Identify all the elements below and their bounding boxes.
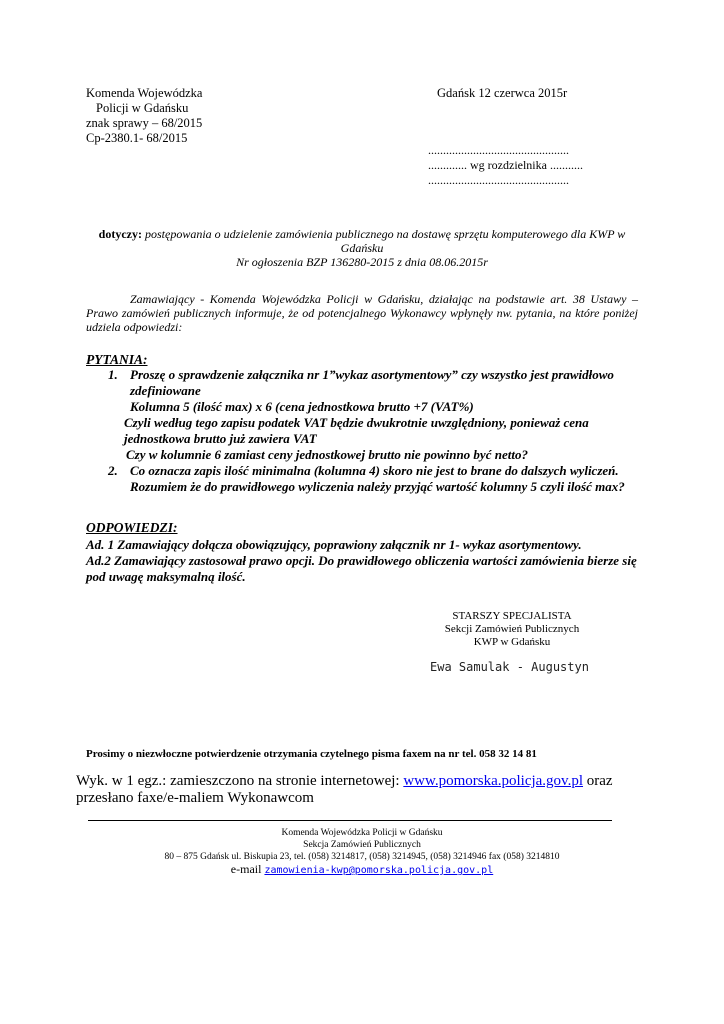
subject-block <box>86 227 638 269</box>
sender-line: Policji w Gdańsku <box>96 101 189 115</box>
subject-label: dotyczy: <box>98 227 142 241</box>
answers-heading: ODPOWIEDZI: <box>86 520 178 535</box>
website-link[interactable]: www.pomorska.policja.gov.pl <box>403 773 584 789</box>
question-text: Czy w kolumnie 6 zamiast ceny jednostkowej brutto nie powinno być netto? <box>126 447 528 462</box>
footer-dept: Sekcja Zamówień Publicznych <box>303 840 421 850</box>
question-number: 1. <box>108 367 118 382</box>
signatory-title: STARSZY SPECJALISTA <box>452 610 572 622</box>
email-label: e-mail <box>230 862 265 876</box>
answers-list <box>86 537 646 585</box>
addressee-line: ............. wg rozdzielnika ........... <box>428 158 583 172</box>
addressee-block <box>428 143 583 188</box>
sender-block <box>86 86 202 146</box>
announcement-number: Nr ogłoszenia BZP 136280-2015 z dnia 08.06.2015r <box>236 255 488 269</box>
subject-text: postępowania o udzielenie zamówienia publicznego na dostawę sprzętu komputerowego dla KWP w Gdańsku <box>145 227 626 255</box>
signatory-department: Sekcji Zamówień Publicznych <box>444 623 580 635</box>
signature-block <box>417 610 607 649</box>
confirmation-note: Prosimy o niezwłoczne potwierdzenie otrzymania czytelnego pisma faxem na nr tel. 058 32 14 81 <box>86 748 537 760</box>
footer-org: Komenda Wojewódzka Policji w Gdańsku <box>281 828 443 838</box>
questions-list <box>86 367 646 495</box>
signatory-organization: KWP w Gdańsku <box>473 636 551 648</box>
reference-number: Cp-2380.1- 68/2015 <box>86 131 188 145</box>
addressee-line: ............................................... <box>428 143 569 157</box>
question-item <box>86 367 646 463</box>
sender-line: Komenda Wojewódzka <box>86 86 203 100</box>
question-number: 2. <box>108 463 118 478</box>
letter-date: Gdańsk 12 czerwca 2015r <box>437 86 568 100</box>
question-text: Czyli według tego zapisu podatek VAT będzie dwukrotnie uwzględniony, ponieważ cena jednostkowa brutto już zawiera VAT <box>124 415 589 446</box>
copy-note-suffix: oraz przesłano faxe/e-maliem Wykonawcom <box>76 773 613 806</box>
answer-item: Ad. 1 Zamawiający dołącza obowiązujący, poprawiony załącznik nr 1- wykaz asortymentowy. <box>86 537 582 552</box>
footer-address: 80 – 875 Gdańsk ul. Biskupia 23, tel. (058) 3214817, (058) 3214945, (058) 3214946 fax (058) 3214810 <box>164 852 560 862</box>
copy-note <box>76 773 636 807</box>
questions-heading: PYTANIA: <box>86 352 148 367</box>
footer-block <box>86 827 638 877</box>
question-text: Co oznacza zapis ilość minimalna (kolumna 4) skoro nie jest to brane do dalszych wyliczeń. Rozumiem że do prawidłowego wyliczenia należy przyjąć wartość kolumny 5 czyli ilość max? <box>130 463 625 494</box>
signatory-name: Ewa Samulak - Augustyn <box>430 660 589 674</box>
question-text: Kolumna 5 (ilość max) x 6 (cena jednostkowa brutto +7 (VAT%) <box>130 399 474 414</box>
answer-item: Ad.2 Zamawiający zastosował prawo opcji. Do prawidłowego obliczenia wartości zamówienia bierze się pod uwagę maksymalną ilość. <box>86 553 637 584</box>
addressee-line: ............................................... <box>428 173 569 187</box>
question-text: Proszę o sprawdzenie załącznika nr 1”wykaz asortymentowy” czy wszystko jest prawidłowo zdefiniowane <box>130 367 614 398</box>
question-item <box>86 463 646 495</box>
footer-email <box>86 863 638 877</box>
copy-note-prefix: Wyk. w 1 egz.: zamieszczono na stronie internetowej: <box>76 773 404 789</box>
footer-divider <box>88 820 612 821</box>
intro-paragraph: Zamawiający - Komenda Wojewódzka Policji w Gdańsku, działając na podstawie art. 38 Ustawy – Prawo zamówień publicznych informuje, że od potencjalnego Wykonawcy wpłynęły nw. pytania, na które poniżej udziela odpowiedzi: <box>86 292 638 334</box>
email-link[interactable]: zamowienia-kwp@pomorska.policja.gov.pl <box>264 865 494 876</box>
case-number: znak sprawy – 68/2015 <box>86 116 203 130</box>
